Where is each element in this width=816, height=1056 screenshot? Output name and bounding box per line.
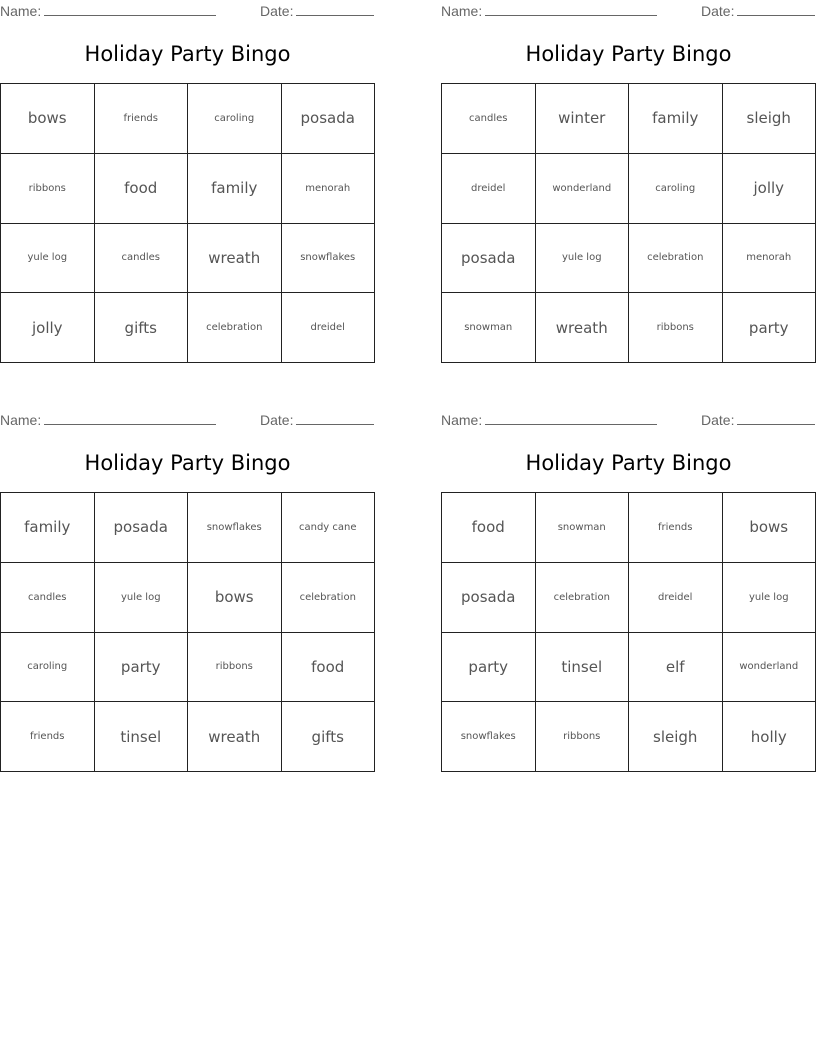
bingo-cell: candles bbox=[1, 563, 95, 633]
name-blank-line bbox=[44, 411, 216, 425]
bingo-cell: family bbox=[188, 154, 282, 224]
bingo-cell: gifts bbox=[282, 702, 376, 772]
bingo-cell: ribbons bbox=[536, 702, 630, 772]
bingo-cell: celebration bbox=[188, 293, 282, 363]
bingo-cell: snowman bbox=[442, 293, 536, 363]
bingo-cell: party bbox=[442, 633, 536, 703]
card-title: Holiday Party Bingo bbox=[84, 451, 291, 475]
bingo-cell: celebration bbox=[282, 563, 376, 633]
bingo-cell: wreath bbox=[188, 224, 282, 294]
bingo-cell: tinsel bbox=[95, 702, 189, 772]
name-label: Name: bbox=[441, 3, 483, 19]
bingo-cell: posada bbox=[442, 224, 536, 294]
bingo-card bbox=[441, 0, 816, 337]
bingo-cell: dreidel bbox=[629, 563, 723, 633]
bingo-cell: friends bbox=[1, 702, 95, 772]
bingo-cell: jolly bbox=[1, 293, 95, 363]
bingo-cell: celebration bbox=[629, 224, 723, 294]
bingo-cell: food bbox=[95, 154, 189, 224]
name-date-line bbox=[0, 0, 375, 22]
name-label: Name: bbox=[0, 3, 42, 19]
bingo-cell: elf bbox=[629, 633, 723, 703]
date-label: Date: bbox=[701, 3, 735, 19]
bingo-cell: party bbox=[723, 293, 816, 363]
name-blank-line bbox=[44, 2, 216, 16]
name-blank-line bbox=[485, 2, 657, 16]
bingo-cell: posada bbox=[282, 84, 376, 154]
bingo-cell: winter bbox=[536, 84, 630, 154]
name-field bbox=[441, 411, 657, 428]
date-blank-line bbox=[737, 411, 815, 425]
bingo-cell: friends bbox=[95, 84, 189, 154]
date-label: Date: bbox=[260, 412, 294, 428]
bingo-grid bbox=[441, 83, 816, 363]
date-field bbox=[260, 411, 374, 428]
name-label: Name: bbox=[441, 412, 483, 428]
bingo-cell: candles bbox=[95, 224, 189, 294]
name-field bbox=[0, 2, 216, 19]
bingo-cell: tinsel bbox=[536, 633, 630, 703]
bingo-card bbox=[441, 409, 816, 746]
bingo-cell: yule log bbox=[1, 224, 95, 294]
bingo-cell: candles bbox=[442, 84, 536, 154]
bingo-cell: ribbons bbox=[1, 154, 95, 224]
bingo-cell: snowflakes bbox=[442, 702, 536, 772]
date-label: Date: bbox=[701, 412, 735, 428]
bingo-cell: friends bbox=[629, 493, 723, 563]
bingo-cell: ribbons bbox=[188, 633, 282, 703]
bingo-cell: party bbox=[95, 633, 189, 703]
bingo-cell: yule log bbox=[723, 563, 816, 633]
name-blank-line bbox=[485, 411, 657, 425]
bingo-cell: bows bbox=[723, 493, 816, 563]
bingo-card bbox=[0, 409, 375, 746]
name-date-line bbox=[441, 409, 816, 431]
bingo-cell: food bbox=[282, 633, 376, 703]
bingo-cell: snowman bbox=[536, 493, 630, 563]
bingo-cell: wreath bbox=[188, 702, 282, 772]
bingo-cell: bows bbox=[188, 563, 282, 633]
name-date-line bbox=[441, 0, 816, 22]
bingo-cell: gifts bbox=[95, 293, 189, 363]
bingo-cell: jolly bbox=[723, 154, 816, 224]
bingo-cell: caroling bbox=[188, 84, 282, 154]
bingo-cell: food bbox=[442, 493, 536, 563]
card-title: Holiday Party Bingo bbox=[84, 42, 291, 66]
bingo-cell: menorah bbox=[282, 154, 376, 224]
name-field bbox=[441, 2, 657, 19]
bingo-cell: caroling bbox=[629, 154, 723, 224]
bingo-cell: dreidel bbox=[442, 154, 536, 224]
bingo-cell: bows bbox=[1, 84, 95, 154]
bingo-cell: posada bbox=[95, 493, 189, 563]
date-label: Date: bbox=[260, 3, 294, 19]
bingo-cell: ribbons bbox=[629, 293, 723, 363]
name-date-line bbox=[0, 409, 375, 431]
bingo-cell: snowflakes bbox=[188, 493, 282, 563]
bingo-cell: candy cane bbox=[282, 493, 376, 563]
bingo-cell: menorah bbox=[723, 224, 816, 294]
bingo-grid bbox=[0, 83, 375, 363]
bingo-cell: sleigh bbox=[629, 702, 723, 772]
name-label: Name: bbox=[0, 412, 42, 428]
bingo-cell: wonderland bbox=[723, 633, 816, 703]
bingo-cell: wonderland bbox=[536, 154, 630, 224]
bingo-grid bbox=[0, 492, 375, 772]
date-blank-line bbox=[737, 2, 815, 16]
bingo-cell: family bbox=[1, 493, 95, 563]
date-field bbox=[701, 411, 815, 428]
bingo-card bbox=[0, 0, 375, 337]
bingo-cell: holly bbox=[723, 702, 816, 772]
bingo-cell: dreidel bbox=[282, 293, 376, 363]
name-field bbox=[0, 411, 216, 428]
bingo-cell: yule log bbox=[536, 224, 630, 294]
date-blank-line bbox=[296, 411, 374, 425]
bingo-cell: celebration bbox=[536, 563, 630, 633]
bingo-cell: wreath bbox=[536, 293, 630, 363]
card-title: Holiday Party Bingo bbox=[525, 42, 732, 66]
card-title: Holiday Party Bingo bbox=[525, 451, 732, 475]
bingo-cell: posada bbox=[442, 563, 536, 633]
bingo-grid bbox=[441, 492, 816, 772]
date-field bbox=[260, 2, 374, 19]
date-blank-line bbox=[296, 2, 374, 16]
bingo-cell: caroling bbox=[1, 633, 95, 703]
date-field bbox=[701, 2, 815, 19]
bingo-cell: family bbox=[629, 84, 723, 154]
bingo-cell: yule log bbox=[95, 563, 189, 633]
bingo-cell: sleigh bbox=[723, 84, 816, 154]
bingo-cell: snowflakes bbox=[282, 224, 376, 294]
